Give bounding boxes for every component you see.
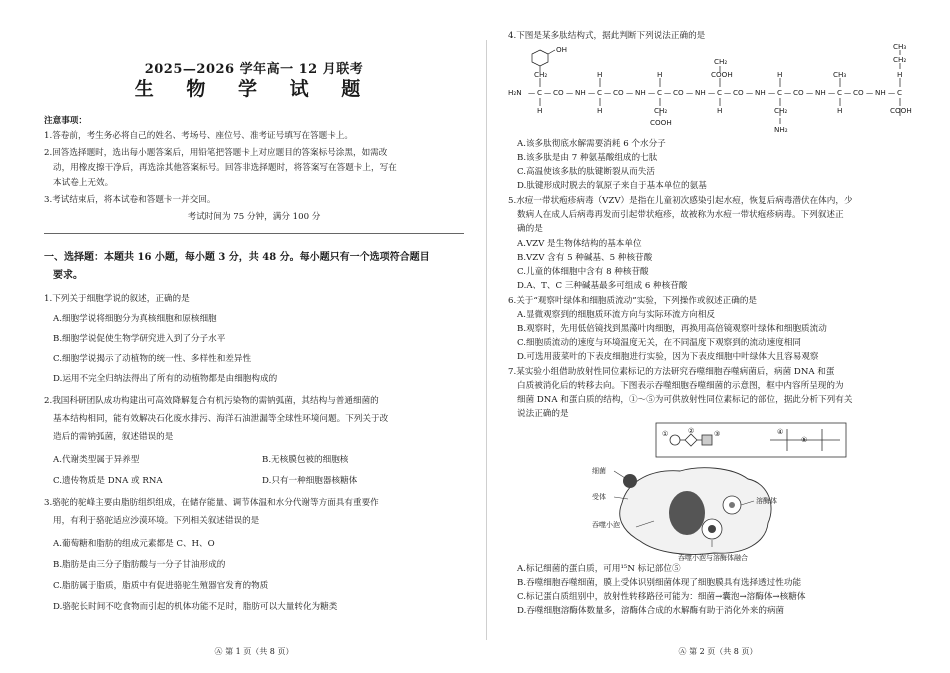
q7-option-a: A.标记细菌的蛋白质，可用¹⁵N 标记部位⑤ [517, 564, 681, 574]
q1-stem: 1.下列关于细胞学说的叙述，正确的是 [44, 294, 190, 304]
q7-option-c: C.标记蛋白质组别中，放射性转移路径可能为：细菌→囊泡→溶酶体→核糖体 [517, 592, 806, 602]
svg-text:—: — [806, 88, 814, 97]
q1-option-d: D.运用不完全归纳法得出了所有的动植物都是由细胞构成的 [53, 374, 278, 384]
peptide-co-2: CO [613, 88, 624, 97]
q2-stem-3: 造后的需钠弧菌，叙述错误的是 [53, 432, 174, 442]
peptide-co-3: CO [673, 88, 684, 97]
q4-option-c: C.高温使该多肽的肽键断裂从而失活 [517, 167, 655, 177]
peptide-co-5: CO [793, 88, 804, 97]
peptide-ch2-1: CH₂ [534, 70, 548, 79]
label-n5: ⑤ [801, 436, 808, 444]
peptide-co-4: CO [733, 88, 744, 97]
peptide-c-2: C [597, 88, 603, 97]
q7-option-b: B.吞噬细胞吞噬细菌，膜上受体识别细菌体现了细胞膜具有选择透过性功能 [517, 578, 802, 588]
peptide-c-4: C [717, 88, 723, 97]
peptide-c-7: C [897, 88, 903, 97]
svg-text:—: — [566, 88, 574, 97]
q5-stem-3: 确的是 [517, 224, 543, 234]
q5-option-c: C.儿童的体细胞中含有 8 种核苷酸 [517, 267, 649, 277]
q4-option-d: D.肽键形成时脱去的氧原子来自于基本单位的氨基 [517, 181, 707, 191]
page-footer-1: Ⓐ 第 1 页（共 8 页） [214, 647, 294, 656]
peptide-ch2-2: CH₂ [654, 106, 668, 115]
q1-option-c: C.细胞学说揭示了动植物的统一性、多样性和差异性 [53, 354, 252, 364]
section-rule [44, 233, 464, 234]
time-note: 考试时间为 75 分钟，满分 100 分 [187, 212, 321, 222]
notice-heading: 注意事项： [44, 116, 87, 126]
column-divider [486, 40, 487, 640]
peptide-nh-2: NH [635, 88, 646, 97]
q2-stem-2: 基本结构相同，能有效解决石化废水排污、海洋石油泄漏等全球性环境问题。下列关于改 [53, 414, 389, 424]
svg-text:—: — [588, 88, 596, 97]
notice-2a: 2.回答选择题时，选出每小题答案后，用铅笔把答题卡上对应题目的答案标号涂黑，如需改 [44, 148, 388, 158]
label-fusion: 吞噬小泡与溶酶体融合 [678, 554, 748, 561]
svg-text:—: — [604, 88, 612, 97]
peptide-cooh-2: COOH [711, 70, 733, 79]
peptide-nh-3: NH [695, 88, 706, 97]
peptide-c-3: C [657, 88, 663, 97]
q2-stem-1: 2.我国科研团队成功构建出可高效降解复合有机污染物的需钠弧菌，其结构与普通细菌的 [44, 396, 379, 406]
label-bacteria: 细菌 [592, 467, 606, 475]
q5-option-b: B.VZV 含有 5 种碱基、5 种核苷酸 [517, 253, 653, 263]
peptide-co-6: CO [853, 88, 864, 97]
right-column [508, 0, 928, 673]
peptide-co-1: CO [553, 88, 564, 97]
section-heading: 一、选择题：本题共 16 小题，每小题 3 分，共 48 分。每小题只有一个选项符合题目 [44, 252, 430, 263]
q7-stem-4: 说法正确的是 [517, 409, 569, 419]
q6-option-c: C.细胞质流动的速度与环境温度无关，在不同温度下观察到的流动速度相同 [517, 338, 802, 348]
peptide-c-6: C [837, 88, 843, 97]
peptide-ch3-2: CH₃ [893, 44, 907, 51]
q3-stem-1: 3.骆驼的驼峰主要由脂肪组织组成，在储存能量、调节体温和水分代谢等方面具有重要作 [44, 498, 379, 508]
peptide-h-1: H [537, 106, 543, 115]
svg-text:—: — [544, 88, 552, 97]
svg-text:—: — [888, 88, 896, 97]
phosphate-circle [670, 435, 680, 445]
label-n1: ① [662, 430, 669, 438]
q2-option-a: A.代谢类型属于异养型 [53, 455, 140, 465]
q3-option-a: A.葡萄糖和脂肪的组成元素都是 C、H、O [53, 539, 215, 549]
svg-text:—: — [768, 88, 776, 97]
peptide-nh-5: NH [815, 88, 826, 97]
svg-text:—: — [528, 88, 536, 97]
q6-option-b: B.观察时，先用低倍镜找到黑藻叶肉细胞，再换用高倍镜观察叶绿体和细胞质流动 [517, 324, 827, 334]
q7-stem-1: 7.某实验小组借助放射性同位素标记的方法研究吞噬细胞吞噬病菌后，病菌 DNA 和蛋 [508, 367, 835, 377]
peptide-ch2-3: CH₂ [714, 57, 728, 66]
exam-title: 2025—2026 学年高一 12 月联考 [144, 62, 364, 77]
q1-option-b: B.细胞学说促使生物学研究进入到了分子水平 [53, 334, 226, 344]
peptide-cooh-3: COOH [890, 106, 912, 115]
subject-title: 生 物 学 试 题 [134, 78, 374, 100]
q4-option-a: A.该多肽彻底水解需要消耗 6 个水分子 [517, 139, 666, 149]
q1-option-a: A.细胞学说将细胞分为真核细胞和原核细胞 [53, 314, 217, 324]
q3-option-b: B.脂肪是由三分子脂肪酸与一分子甘油形成的 [53, 560, 226, 570]
svg-text:—: — [724, 88, 732, 97]
peptide-ch3-1: CH₃ [833, 70, 847, 79]
q3-option-c: C.脂肪属于脂质，脂质中有促进骆驼生殖器官发育的物质 [53, 581, 269, 591]
svg-text:—: — [686, 88, 694, 97]
q5-stem-2: 数病人在成人后病毒再发而引起带状疱疹，故被称为水痘一带状疱疹病毒。下列叙述正 [517, 210, 844, 220]
peptide-ch2-4: CH₂ [774, 106, 788, 115]
peptide-h-4: H [657, 70, 663, 79]
peptide-h-3: H [597, 106, 603, 115]
q2-option-b: B.无核膜包被的细胞核 [262, 455, 349, 465]
peptide-oh: OH [556, 45, 568, 54]
peptide-cooh-1: COOH [650, 118, 672, 127]
bacterium-shape [623, 474, 637, 488]
q4-option-b: B.该多肽是由 7 种氨基酸组成的七肽 [517, 153, 658, 163]
q6-option-a: A.显微观察到的细胞质环流方向与实际环流方向相反 [517, 310, 716, 320]
q6-stem: 6.关于“观察叶绿体和细胞质流动”实验，下列操作或叙述正确的是 [508, 296, 758, 306]
svg-text:—: — [866, 88, 874, 97]
peptide-ch2-5: CH₂ [893, 55, 907, 64]
peptide-nh-1: NH [575, 88, 586, 97]
peptide-h-2: H [597, 70, 603, 79]
nucleus-shape [669, 491, 705, 535]
label-n2: ② [688, 427, 695, 435]
svg-text:—: — [664, 88, 672, 97]
q2-option-c: C.遗传物质是 DNA 或 RNA [53, 476, 163, 486]
q3-stem-2: 用，有利于骆驼适应沙漠环境。下列相关叙述错误的是 [53, 516, 260, 526]
label-lysosome: 溶酶体 [756, 497, 777, 505]
peptide-nh2: NH₂ [774, 125, 788, 134]
svg-text:—: — [844, 88, 852, 97]
notice-2c: 本试卷上无效。 [53, 178, 114, 188]
svg-text:—: — [784, 88, 792, 97]
q4-stem: 4.下图是某多肽结构式，据此判断下列说法正确的是 [508, 31, 706, 41]
q5-option-d: D.A、T、C 三种碱基最多可组成 6 种核苷酸 [517, 281, 688, 291]
svg-text:—: — [626, 88, 634, 97]
peptide-nh-6: NH [875, 88, 886, 97]
peptide-h2n: H₂N [508, 88, 522, 97]
q3-option-d: D.骆驼长时间不吃食物而引起的机体功能不足时，脂肪可以大量转化为糖类 [53, 602, 338, 612]
q2-option-d: D.只有一种细胞器核糖体 [262, 476, 358, 486]
svg-text:—: — [746, 88, 754, 97]
page-footer-2: Ⓐ 第 2 页（共 8 页） [678, 647, 758, 656]
label-vesicle: 吞噬小泡 [592, 521, 620, 529]
q7-option-d: D.吞噬细胞溶酶体数量多，溶酶体合成的水解酶有助于消化外来的病菌 [517, 606, 785, 616]
peptide-nh-4: NH [755, 88, 766, 97]
peptide-structure-diagram [508, 44, 928, 136]
peptide-h-6: H [777, 70, 783, 79]
q7-stem-3: 细菌 DNA 和蛋白质的结构，①～⑤为可供放射性同位素标记的部位，据此分析下列有关 [517, 395, 853, 405]
peptide-c-1: C [537, 88, 543, 97]
left-column [44, 0, 464, 673]
peptide-c-5: C [777, 88, 783, 97]
label-n4: ④ [777, 428, 784, 436]
svg-text:—: — [828, 88, 836, 97]
notice-2b: 动，用橡皮擦干净后，再选涂其他答案标号。回答非选择题时，将答案写在答题卡上，写在 [53, 163, 397, 173]
q5-stem-1: 5.水痘一带状疱疹病毒（VZV）是指在儿童初次感染引起水痘，恢复后病毒潜伏在体内，少 [508, 196, 853, 206]
base-square [702, 435, 712, 445]
q7-stem-2: 白质被消化后的转移去向。下图表示吞噬细胞吞噬细菌的示意图，框中内容所呈现的为 [517, 381, 844, 391]
svg-text:—: — [648, 88, 656, 97]
peptide-h-7: H [837, 106, 843, 115]
q6-option-d: D.可选用菠菜叶的下表皮细胞进行实验，因为下表皮细胞中叶绿体大且容易观察 [517, 352, 819, 362]
sugar-shape [685, 434, 697, 446]
peptide-h-5: H [717, 106, 723, 115]
section-heading-cont: 要求。 [53, 270, 83, 281]
label-n3: ③ [714, 430, 721, 438]
svg-text:—: — [708, 88, 716, 97]
notice-3: 3.考试结束后，将本试卷和答题卡一并交回。 [44, 195, 216, 205]
peptide-h-8: H [897, 70, 903, 79]
phagocytosis-figure [592, 421, 852, 561]
label-receptor: 受体 [592, 493, 606, 501]
q5-option-a: A.VZV 是生物体结构的基本单位 [517, 239, 642, 249]
notice-1: 1.答卷前，考生务必将自己的姓名、考场号、座位号、准考证号填写在答题卡上。 [44, 131, 353, 141]
